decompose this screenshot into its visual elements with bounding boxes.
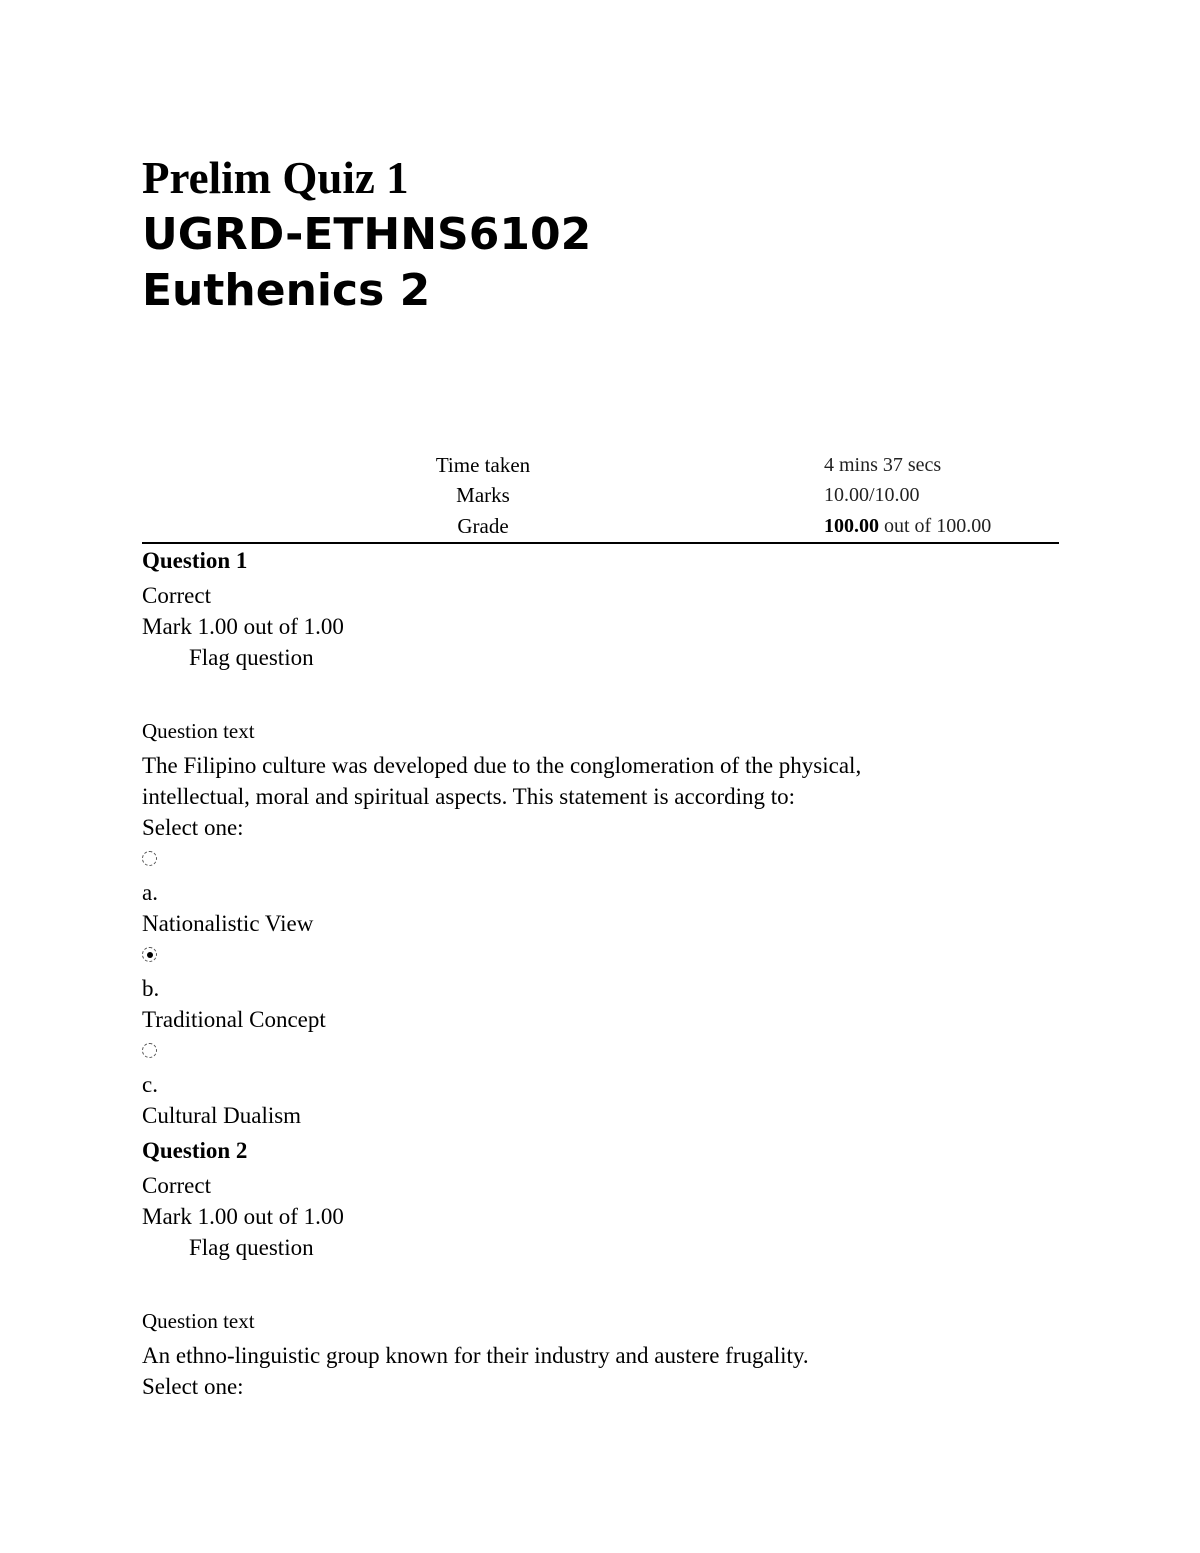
option-a-letter: a. [142,880,158,905]
course-name: Euthenics 2 [142,265,431,316]
grade-out-of: out of 100.00 [879,514,992,537]
grade-score: 100.00 [824,514,879,537]
question-status: Correct [142,1173,211,1198]
question-heading: Question 1 [142,548,248,573]
option-b-radio[interactable] [142,947,157,962]
option-b-letter: b. [142,976,160,1001]
option-a-radio[interactable] [142,851,157,866]
question-text-line-2: intellectual, moral and spiritual aspects. This statement is according to: [142,784,795,809]
question-heading: Question 2 [142,1138,248,1163]
time-taken-value: 4 mins 37 secs [824,453,942,476]
option-a-radio-row [142,843,861,877]
option-b-radio-row [142,939,861,973]
question-text-label: Question text [142,719,255,743]
option-c-radio-row [142,1035,861,1069]
marks-value: 10.00/10.00 [824,484,920,507]
question-1 [142,545,861,1131]
question-mark: Mark 1.00 out of 1.00 [142,1204,344,1229]
option-b-label[interactable]: Traditional Concept [142,1007,326,1032]
option-c-radio[interactable] [142,1043,157,1058]
question-2 [142,1135,809,1402]
question-text-label: Question text [142,1309,255,1333]
select-one-label: Select one: [142,1374,244,1399]
flag-question-link[interactable]: Flag question [189,645,314,670]
question-text-line-1: The Filipino culture was developed due to the conglomeration of the physical, [142,753,862,778]
grade-value [824,515,1059,538]
summary-row-grade [142,511,1059,542]
marks-label: Marks [456,483,510,508]
question-text-line-1: An ethno-linguistic group known for their industry and austere frugality. [142,1343,809,1368]
summary-row-time [142,450,1059,481]
option-a-label[interactable]: Nationalistic View [142,911,314,936]
time-taken-label: Time taken [435,452,531,477]
attempt-summary-table [142,450,1059,544]
option-c-label[interactable]: Cultural Dualism [142,1103,302,1128]
option-c-letter: c. [142,1072,158,1097]
flag-question-link[interactable]: Flag question [189,1235,314,1260]
select-one-label: Select one: [142,815,244,840]
course-code: UGRD-ETHNS6102 [142,209,592,260]
question-mark: Mark 1.00 out of 1.00 [142,614,344,639]
quiz-title: Prelim Quiz 1 [142,153,409,203]
question-status: Correct [142,583,211,608]
grade-label: Grade [457,513,509,538]
summary-row-marks [142,481,1059,512]
